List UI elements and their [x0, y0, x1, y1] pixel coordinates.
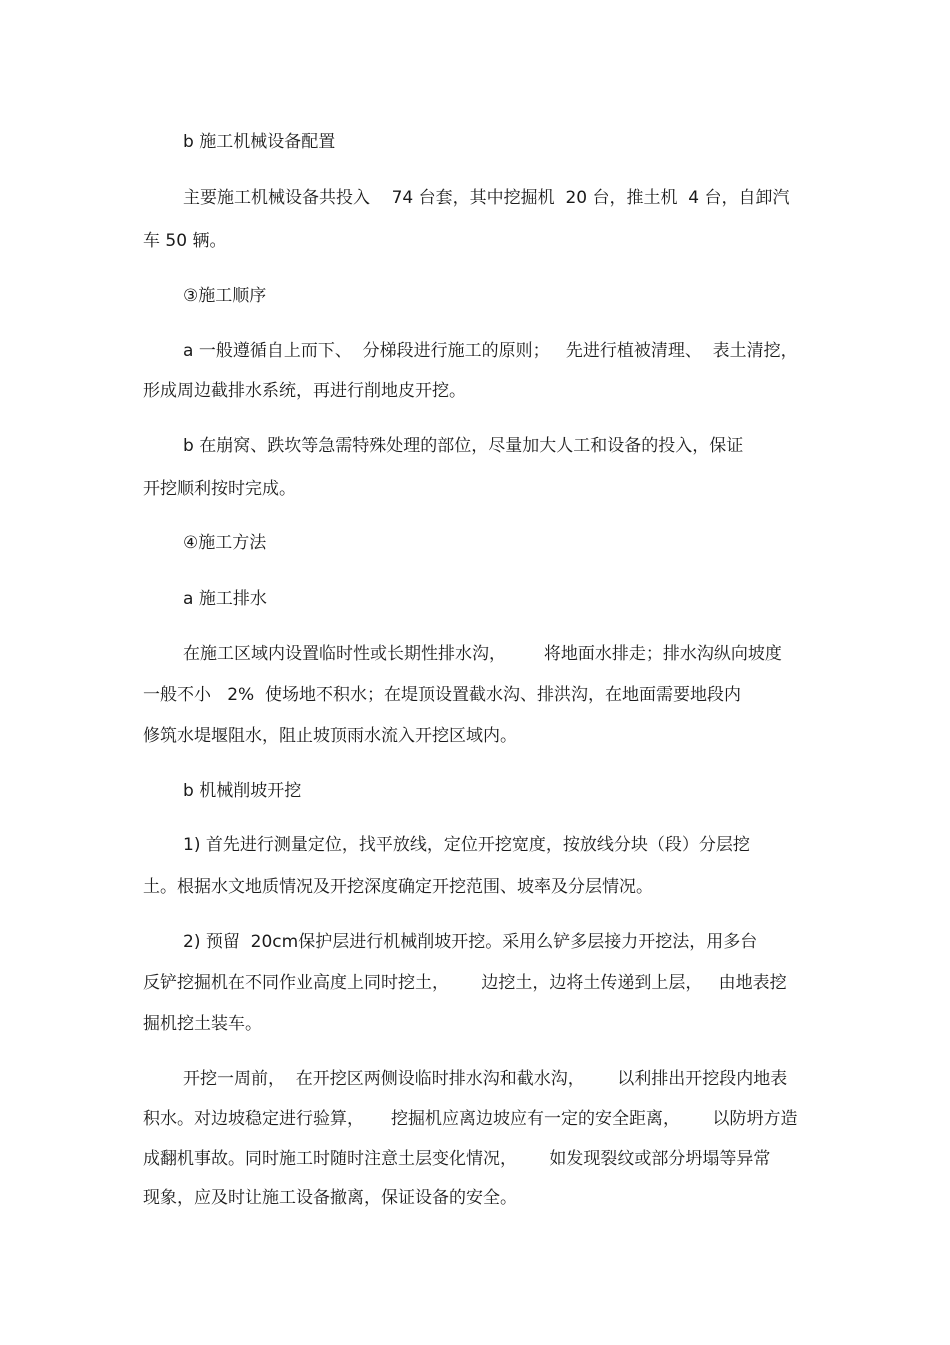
paragraph-line: 2) 预留 20cm保护层进行机械削坡开挖。采用么铲多层接力开挖法，用多台: [183, 932, 758, 952]
paragraph-line: 1) 首先进行测量定位，找平放线，定位开挖宽度，按放线分块（段）分层挖: [183, 835, 750, 855]
paragraph-line: 形成周边截排水系统，再进行削地皮开挖。: [143, 381, 466, 401]
section-heading-construction-sequence: ③施工顺序: [183, 286, 267, 306]
paragraph-line: 开挖一周前， 在开挖区两侧设临时排水沟和截水沟， 以利排出开挖段内地表: [183, 1069, 788, 1089]
paragraph-line: 积水。对边坡稳定进行验算， 挖掘机应离边坡应有一定的安全距离， 以防坍方造: [143, 1109, 798, 1129]
subheading-mechanical-slope-cutting: b 机械削坡开挖: [183, 781, 302, 801]
paragraph-line: 土。根据水文地质情况及开挖深度确定开挖范围、坡率及分层情况。: [143, 877, 653, 897]
section-heading-construction-method: ④施工方法: [183, 533, 267, 553]
paragraph-line: 掘机挖土装车。: [143, 1014, 262, 1034]
paragraph-line: 一般不小 2% 使场地不积水；在堤顶设置截水沟、排洪沟，在地面需要地段内: [143, 685, 741, 705]
paragraph-line: 现象，应及时让施工设备撤离，保证设备的安全。: [143, 1188, 517, 1208]
paragraph-line: b 在崩窝、跌坎等急需特殊处理的部位，尽量加大人工和设备的投入，保证: [183, 436, 744, 456]
paragraph-line: 主要施工机械设备共投入 74 台套，其中挖掘机 20 台，推土机 4 台，自卸汽: [183, 188, 790, 208]
paragraph-line: 反铲挖掘机在不同作业高度上同时挖土， 边挖土，边将土传递到上层， 由地表挖: [143, 973, 787, 993]
paragraph-line: 开挖顺利按时完成。: [143, 479, 296, 499]
paragraph-line: 修筑水堤堰阻水，阻止坡顶雨水流入开挖区域内。: [143, 726, 517, 746]
paragraph-line: 在施工区域内设置临时性或长期性排水沟， 将地面水排走；排水沟纵向坡度: [183, 644, 782, 664]
subheading-equipment-config: b 施工机械设备配置: [183, 132, 336, 152]
paragraph-line: 成翻机事故。同时施工时随时注意土层变化情况， 如发现裂纹或部分坍塌等异常: [143, 1149, 771, 1169]
subheading-drainage: a 施工排水: [183, 589, 267, 609]
paragraph-line: a 一般遵循自上而下、 分梯段进行施工的原则； 先进行植被清理、 表土清挖，: [183, 341, 798, 361]
paragraph-line: 车 50 辆。: [143, 231, 227, 251]
